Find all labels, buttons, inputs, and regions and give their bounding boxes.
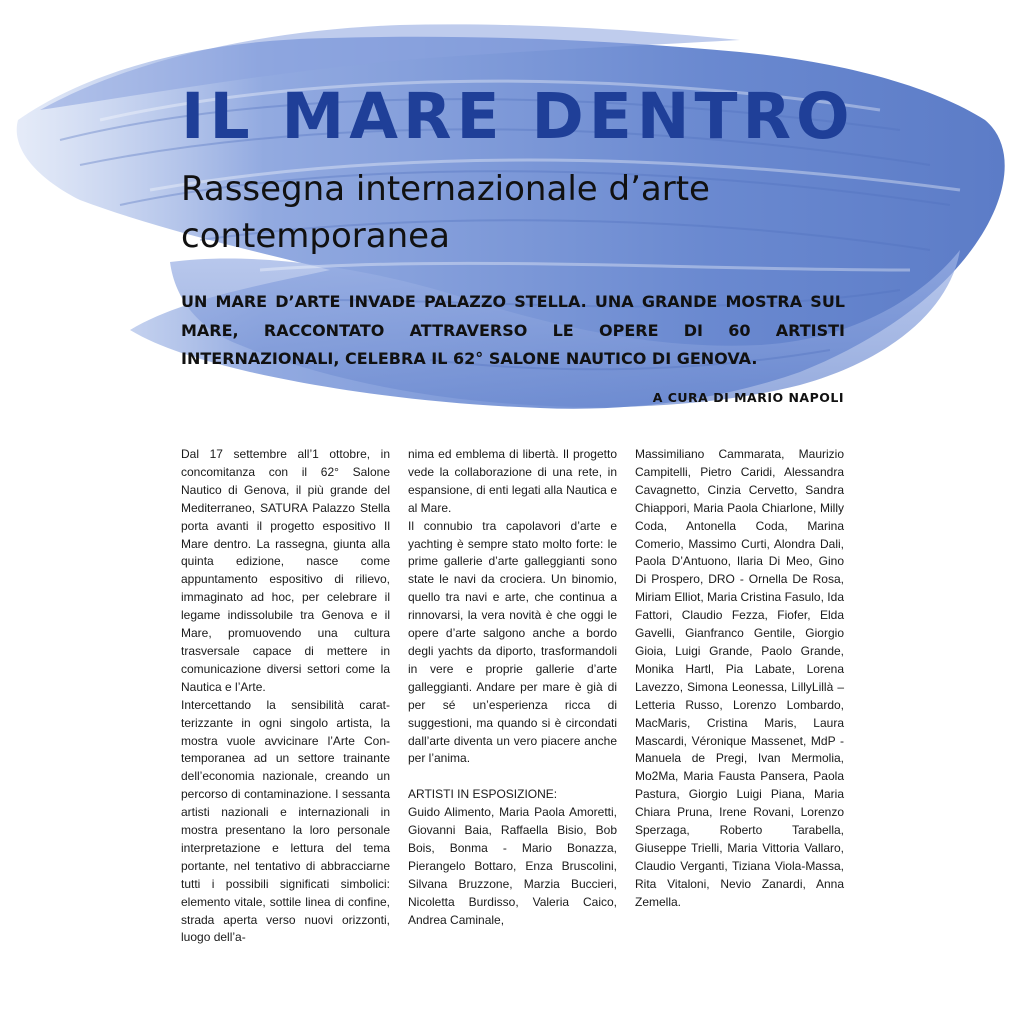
artists-list: Guido Alimento, Maria Paola Amoretti, Giovanni Baia, Raffaella Bisio, Bob Bois, Bonma - Mario Bonazza, Pierangelo Bottaro, Enza Bruscolini, Silvana Bruzzone, Marzia Buccieri, Nicoletta Burdisso, Valeria Caico, Andrea Caminale, <box>408 805 617 927</box>
body-paragraph: nima ed emblema di libertà. Il progetto vede la collaborazione di una rete, in espansione, di enti legati alla Nautica e al Mare. <box>408 447 617 515</box>
artists-heading: ARTISTI IN ESPOSIZIONE: <box>408 787 558 802</box>
body-paragraph: Intercettando la sensibilità caratterizzante in ogni singolo artista, la mostra vuole avvicinare l’Arte Contemporanea ad un settore trainante dell’economia nazionale, creando un percorso di contaminazione. I sessanta artisti nazionali e internazionali in mostra presentano la loro personale interpretazione e lettura del tema portante, nel tentativo di abbracciarne tutti i possibili significati simbolici: elemento vitale, sottile linea di confine, strada aperta verso nuovi orizzonti, luogo dell’a- <box>181 697 390 945</box>
text-column-2 <box>408 446 617 930</box>
page-subtitle: Rassegna internazionale d’arte contemporanea <box>181 169 710 256</box>
page-title: IL MARE DENTRO <box>181 80 855 153</box>
body-paragraph: Dal 17 settembre all’1 ottobre, in concomitanza con il 62° Salone Nautico di Genova, il più grande del Mediterraneo, SATURA Palazzo Stella porta avanti il progetto espositivo Il Mare dentro. La rassegna, giunta alla quinta edizione, nasce come appuntamento espositivo di rilievo, immaginato ad hoc, per celebrare il legame indissolubile tra Genova e il Mare, promuovendo una cultura trasversale capace di mettere in comunicazione diversi settori come la Nautica e l’Arte. <box>181 447 390 694</box>
text-column-1 <box>181 446 390 947</box>
artists-list-continued: Massimiliano Cammarata, Maurizio Campitelli, Pietro Caridi, Alessandra Cavagnetto, Cinzia Cervetto, Sandra Chiappori, Maria Paola Chiarlone, Milly Coda, Antonella Coda, Marina Comerio, Massimo Curti, Alondra Dali, Paola D’Antuono, Ilaria Di Meo, Gino Di Prospero, DRO - Ornella De Rosa, Miriam Elliot, Maria Cristina Fasulo, Ida Fattori, Claudio Fezza, Fiofer, Elda Gavelli, Gianfranco Gentile, Giorgio Gioia, Luigi Grande, Paolo Grande, Monika Hartl, Pia Labate, Lorena Lavezzo, Simona Leonessa, LillyLillà – Letteria Russo, Lorenzo Lombardo, MacMaris, Cristina Maris, Laura Mascardi, Véronique Massenet, MdP - Manuela de Pregi, Ivan Mermolia, Mo2Ma, Maria Fausta Pansera, Paola Pastura, Giorgio Luigi Piana, Maria Chiara Pruna, Irene Rovani, Lorenzo Sperzaga, Roberto Tarabella, Giuseppe Trielli, Maria Vittoria Vallaro, Claudio Verganti, Tiziana Viola-Massa, Rita Vitaloni, Nevio Zanardi, Anna Zemella. <box>635 447 844 909</box>
body-paragraph: Il connubio tra capolavori d’arte e yachting è sempre stato molto forte: le prime gallerie d’arte galleggianti sono state le navi da crociera. Un binomio, quello tra navi e arte, che continua a rinnovarsi, la vera novità è che oggi le opere d’arte salgono anche a bordo degli yachts da diporto, trasformandoli in vere e proprie gallerie d’arte galleggianti. Andare per mare è già di per sé un’esperienza ricca di suggestioni, ma quando si è circondati dall’arte diventa un vero piacere anche per l’anima. <box>408 518 617 766</box>
text-column-3 <box>635 446 844 912</box>
curator-credit: A CURA DI MARIO NAPOLI <box>652 390 844 405</box>
lead-paragraph: UN MARE D’ARTE INVADE PALAZZO STELLA. UNA GRANDE MOSTRA SUL MARE, RACCONTATO ATTRAVERSO LE OPERE DI 60 ARTISTI INTERNAZIONALI, CELEBRA IL 62° SALONE NAUTICO DI GENOVA. <box>181 292 845 368</box>
